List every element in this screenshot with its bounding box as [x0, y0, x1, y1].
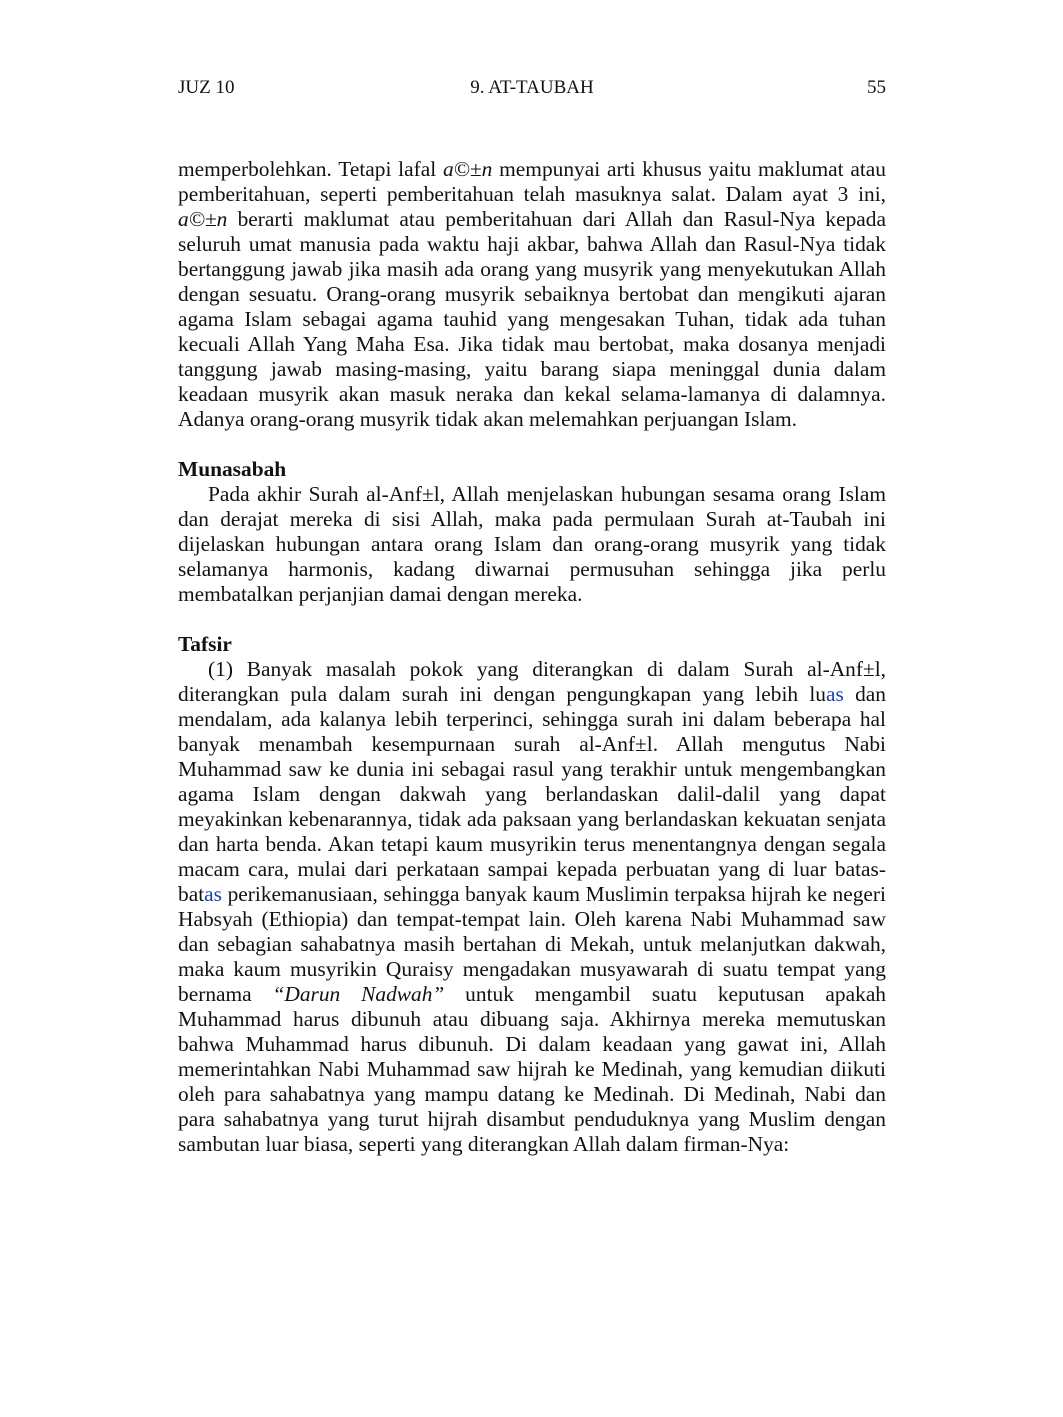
- tafsir-heading: Tafsir: [178, 632, 232, 656]
- page-header: [178, 76, 886, 100]
- page-number: 55: [867, 77, 886, 98]
- term-adhan-1: a©±n: [442, 157, 493, 181]
- surah-title: 9. AT-TAUBAH: [470, 77, 594, 98]
- highlight-fragment-2: as: [204, 882, 222, 906]
- tafsir-paragraph: [178, 657, 886, 1157]
- tafsir-text-3: perikemanusiaan, sehingga banyak kaum Muslimin terpaksa hijrah ke negeri Habsyah (Ethiopia) dan tempat-tempat lain. Oleh karena Nabi Muhammad saw dan sebagian sahabatnya masih bertahan di Mekah, untuk melanjutkan dakwah, maka kaum musyrikin Quraisy mengadakan musyawarah di suatu tempat yang bernama: [178, 882, 886, 1006]
- tafsir-text-2: dan mendalam, ada kalanya lebih terperinci, sehingga surah ini dalam beberapa hal banyak menambah kesempurnaan surah al-Anf±l. Allah mengutus Nabi Muhammad saw ke dunia ini sebagai rasul yang terakhir untuk mengembangkan agama Islam dengan dakwah yang berlandaskan dalil-dalil yang dapat meyakinkan kebenarannya, tidak ada paksaan yang berlandaskan kekuatan senjata dan harta benda. Akan tetapi kaum musyrikin terus menentangnya dengan segala macam cara, mulai dari perkataan sampai kepada perbuatan yang di luar batas-bat: [178, 682, 886, 906]
- tafsir-text-1: (1) Banyak masalah pokok yang diterangkan di dalam Surah al-Anf±l, diterangkan pula dalam surah ini dengan pengungkapan yang lebih lu: [178, 657, 886, 706]
- munasabah-paragraph: Pada akhir Surah al-Anf±l, Allah menjelaskan hubungan sesama orang Islam dan derajat mereka di sisi Allah, maka pada permulaan Surah at-Taubah ini dijelaskan hubungan antara orang Islam dan orang-orang musyrik yang tidak selamanya harmonis, kadang diwarnai permusuhan sehingga jika perlu membatalkan perjanjian damai dengan mereka.: [178, 482, 886, 606]
- highlight-fragment-1: as: [826, 682, 844, 706]
- intro-text-1: memperbolehkan. Tetapi lafal: [178, 157, 443, 181]
- intro-text-2: mempunyai arti khusus yaitu maklumat atau pemberitahuan, seperti pemberitahuan telah masuknya salat. Dalam ayat 3 ini,: [178, 157, 886, 206]
- page-body: [178, 157, 886, 1157]
- tafsir-text-4: untuk mengambil suatu keputusan apakah Muhammad harus dibunuh atau dibuang saja. Akhirnya mereka memutuskan bahwa Muhammad harus dibunuh. Di dalam keadaan yang gawat ini, Allah memerintahkan Nabi Muhammad saw hijrah ke Medinah, yang kemudian diikuti oleh para sahabatnya yang mampu datang ke Medinah. Di Medinah, Nabi dan para sahabatnya yang turut hijrah disambut penduduknya yang Muslim dengan sambutan luar biasa, seperti yang diterangkan Allah dalam firman-Nya:: [178, 982, 887, 1156]
- munasabah-heading: Munasabah: [178, 457, 287, 481]
- term-adhan-2: a©±n: [178, 207, 228, 231]
- darun-nadwah-term: “Darun Nadwah”: [272, 982, 445, 1006]
- intro-paragraph: [178, 157, 886, 432]
- juz-label: JUZ 10: [178, 77, 235, 98]
- intro-text-3: berarti maklumat atau pemberitahuan dari Allah dan Rasul-Nya kepada seluruh umat manusia pada waktu haji akbar, bahwa Allah dan Rasul-Nya tidak bertanggung jawab jika masih ada orang yang musyrik yang menyekutukan Allah dengan sesuatu. Orang-orang musyrik sebaiknya bertobat dan mengikuti ajaran agama Islam sebagai agama tauhid yang mengesakan Tuhan, tidak ada tuhan kecuali Allah Yang Maha Esa. Jika tidak mau bertobat, maka dosanya menjadi tanggung jawab masing-masing, yaitu barang siapa meninggal dunia dalam keadaan musyrik akan masuk neraka dan kekal selama-lamanya di dalamnya. Adanya orang-orang musyrik tidak akan melemahkan perjuangan Islam.: [178, 207, 886, 431]
